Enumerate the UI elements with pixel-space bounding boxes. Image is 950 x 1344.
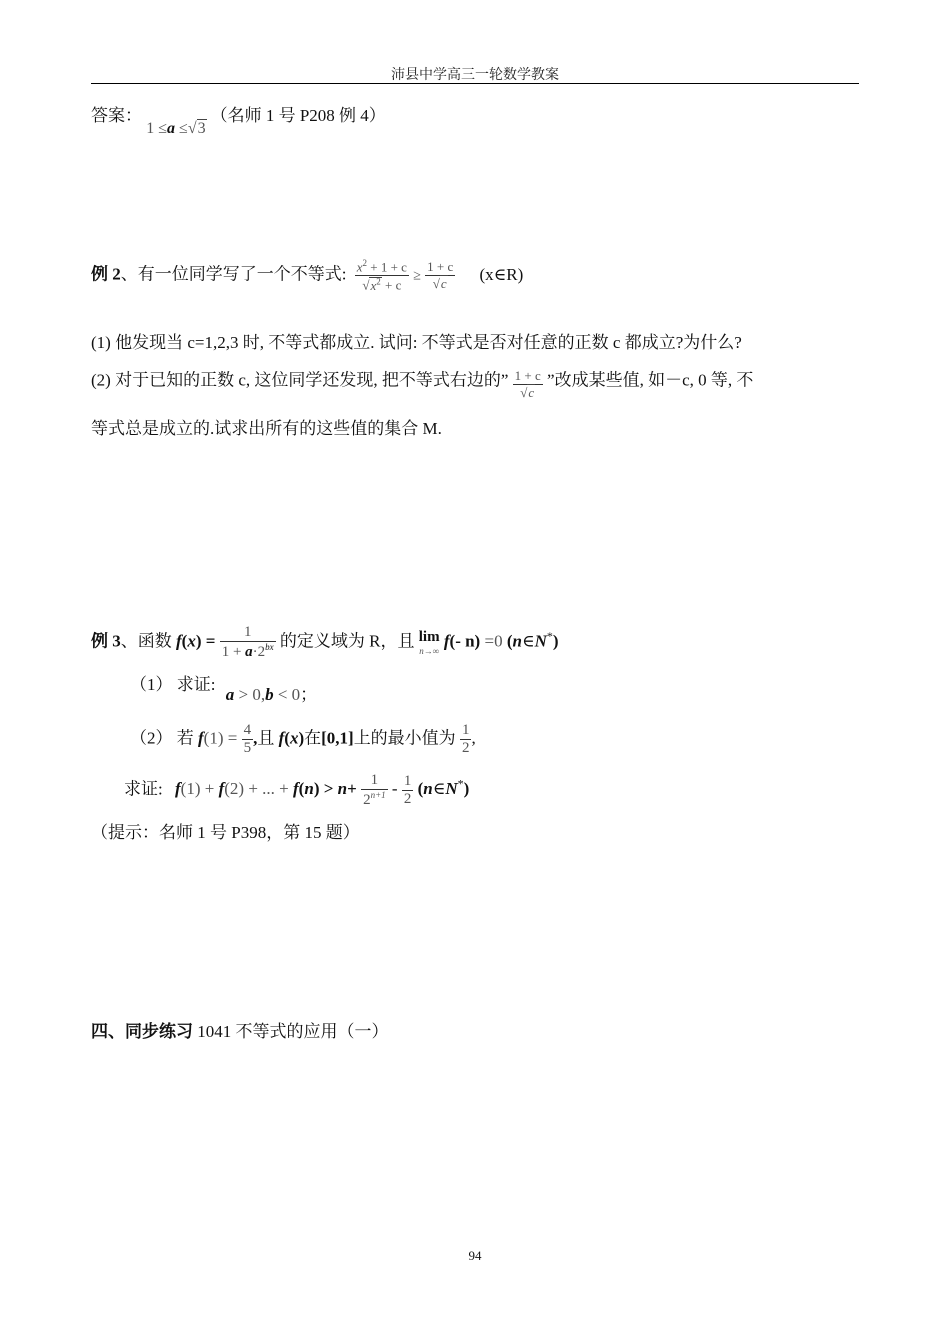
answer-math: 1 ≤a ≤√3 (146, 120, 206, 137)
example2-q2: (2) 对于已知的正数 c, 这位同学还发现, 把不等式右边的” $\frac{1 + c}{√c}$ ”改成某些值, 如－c, 0 等, 不 (91, 368, 754, 400)
example3-proof-fraction-2: $\frac{1}{2}$ (403, 773, 412, 807)
answer-line (91, 101, 386, 137)
page-number: 94 (468, 1248, 482, 1263)
example2-rhs-fraction: $\frac{1 + c}{√c}$ (427, 259, 454, 292)
example2-lhs-fraction: $\frac{x^2 + 1 + c}{√x^2 + c}$ (356, 258, 407, 293)
example2-geq: ≥ (413, 268, 421, 284)
example3-proof: 求证: f(1) + f(2) + ... + f(n) > n+ $\frac{1}{2^{n+1}}$ - $\frac{1}{2}$ (n∈N*) (124, 772, 470, 808)
section4-heading: 四、同步练习 1041 不等式的应用（一） (91, 1022, 389, 1041)
header-rule (91, 83, 859, 84)
answer-label: 答案： (91, 106, 142, 125)
example2-title: 例 2、有一位同学写了一个不等式: $\frac{x^2 + 1 + c}{√x^2 + c}$ ≥ $\frac{1 + c}{√c}$ (x∈R) (91, 258, 524, 293)
page-header: 沛县中学高三一轮数学教案 (391, 68, 559, 83)
example3-part2-fraction: $\frac{4}{5}$ (243, 722, 252, 756)
example3-limit: lim n→∞ (418, 629, 440, 656)
example2-q2-fraction: $\frac{1 + c}{√c}$ (514, 368, 541, 400)
example3-part1: （1） 求证: a > 0,b < 0； (130, 675, 318, 704)
example3-part1-math: a > 0,b < 0； (225, 685, 318, 704)
example3-hint: （提示：名师 1 号 P398，第 15 题） (91, 823, 360, 842)
example2-q1: (1) 他发现当 c=1,2,3 时, 不等式都成立. 试问: 不等式是否对任意的正数 c 都成立?为什么? (91, 333, 742, 352)
example3-fdef-fraction: $\frac{1}{1 + a\cdot 2^{bx}}$ (221, 624, 274, 660)
example3-proof-math: f(1) + f(2) + ... + f(n) > n+ $\frac{1}{2^{n+1}}$ - $\frac{1}{2}$ (n∈N*) (174, 772, 470, 808)
example3-title: 例 3、函数 f(x) = $\frac{1}{1 + a\cdot 2^{bx}}$ 的定义域为 R，且 lim n→∞ f(- n) =0 (n∈N*) (91, 624, 559, 660)
example3-min-fraction: $\frac{1}{2}$ (461, 722, 470, 756)
answer-note: （名师 1 号 P208 例 4） (210, 106, 386, 125)
example2-q2-line2: 等式总是成立的.试求出所有的这些值的集合 M. (91, 419, 442, 438)
example3-proof-fraction-1: $\frac{1}{2^{n+1}}$ (363, 772, 386, 808)
example2-domain: (x∈R) (479, 264, 524, 284)
example3-part2: （2） 若 f(1) = $\frac{4}{5}$ ,且 f(x)在[0,1]上的最小值为 $\frac{1}{2}$ , (130, 722, 476, 756)
